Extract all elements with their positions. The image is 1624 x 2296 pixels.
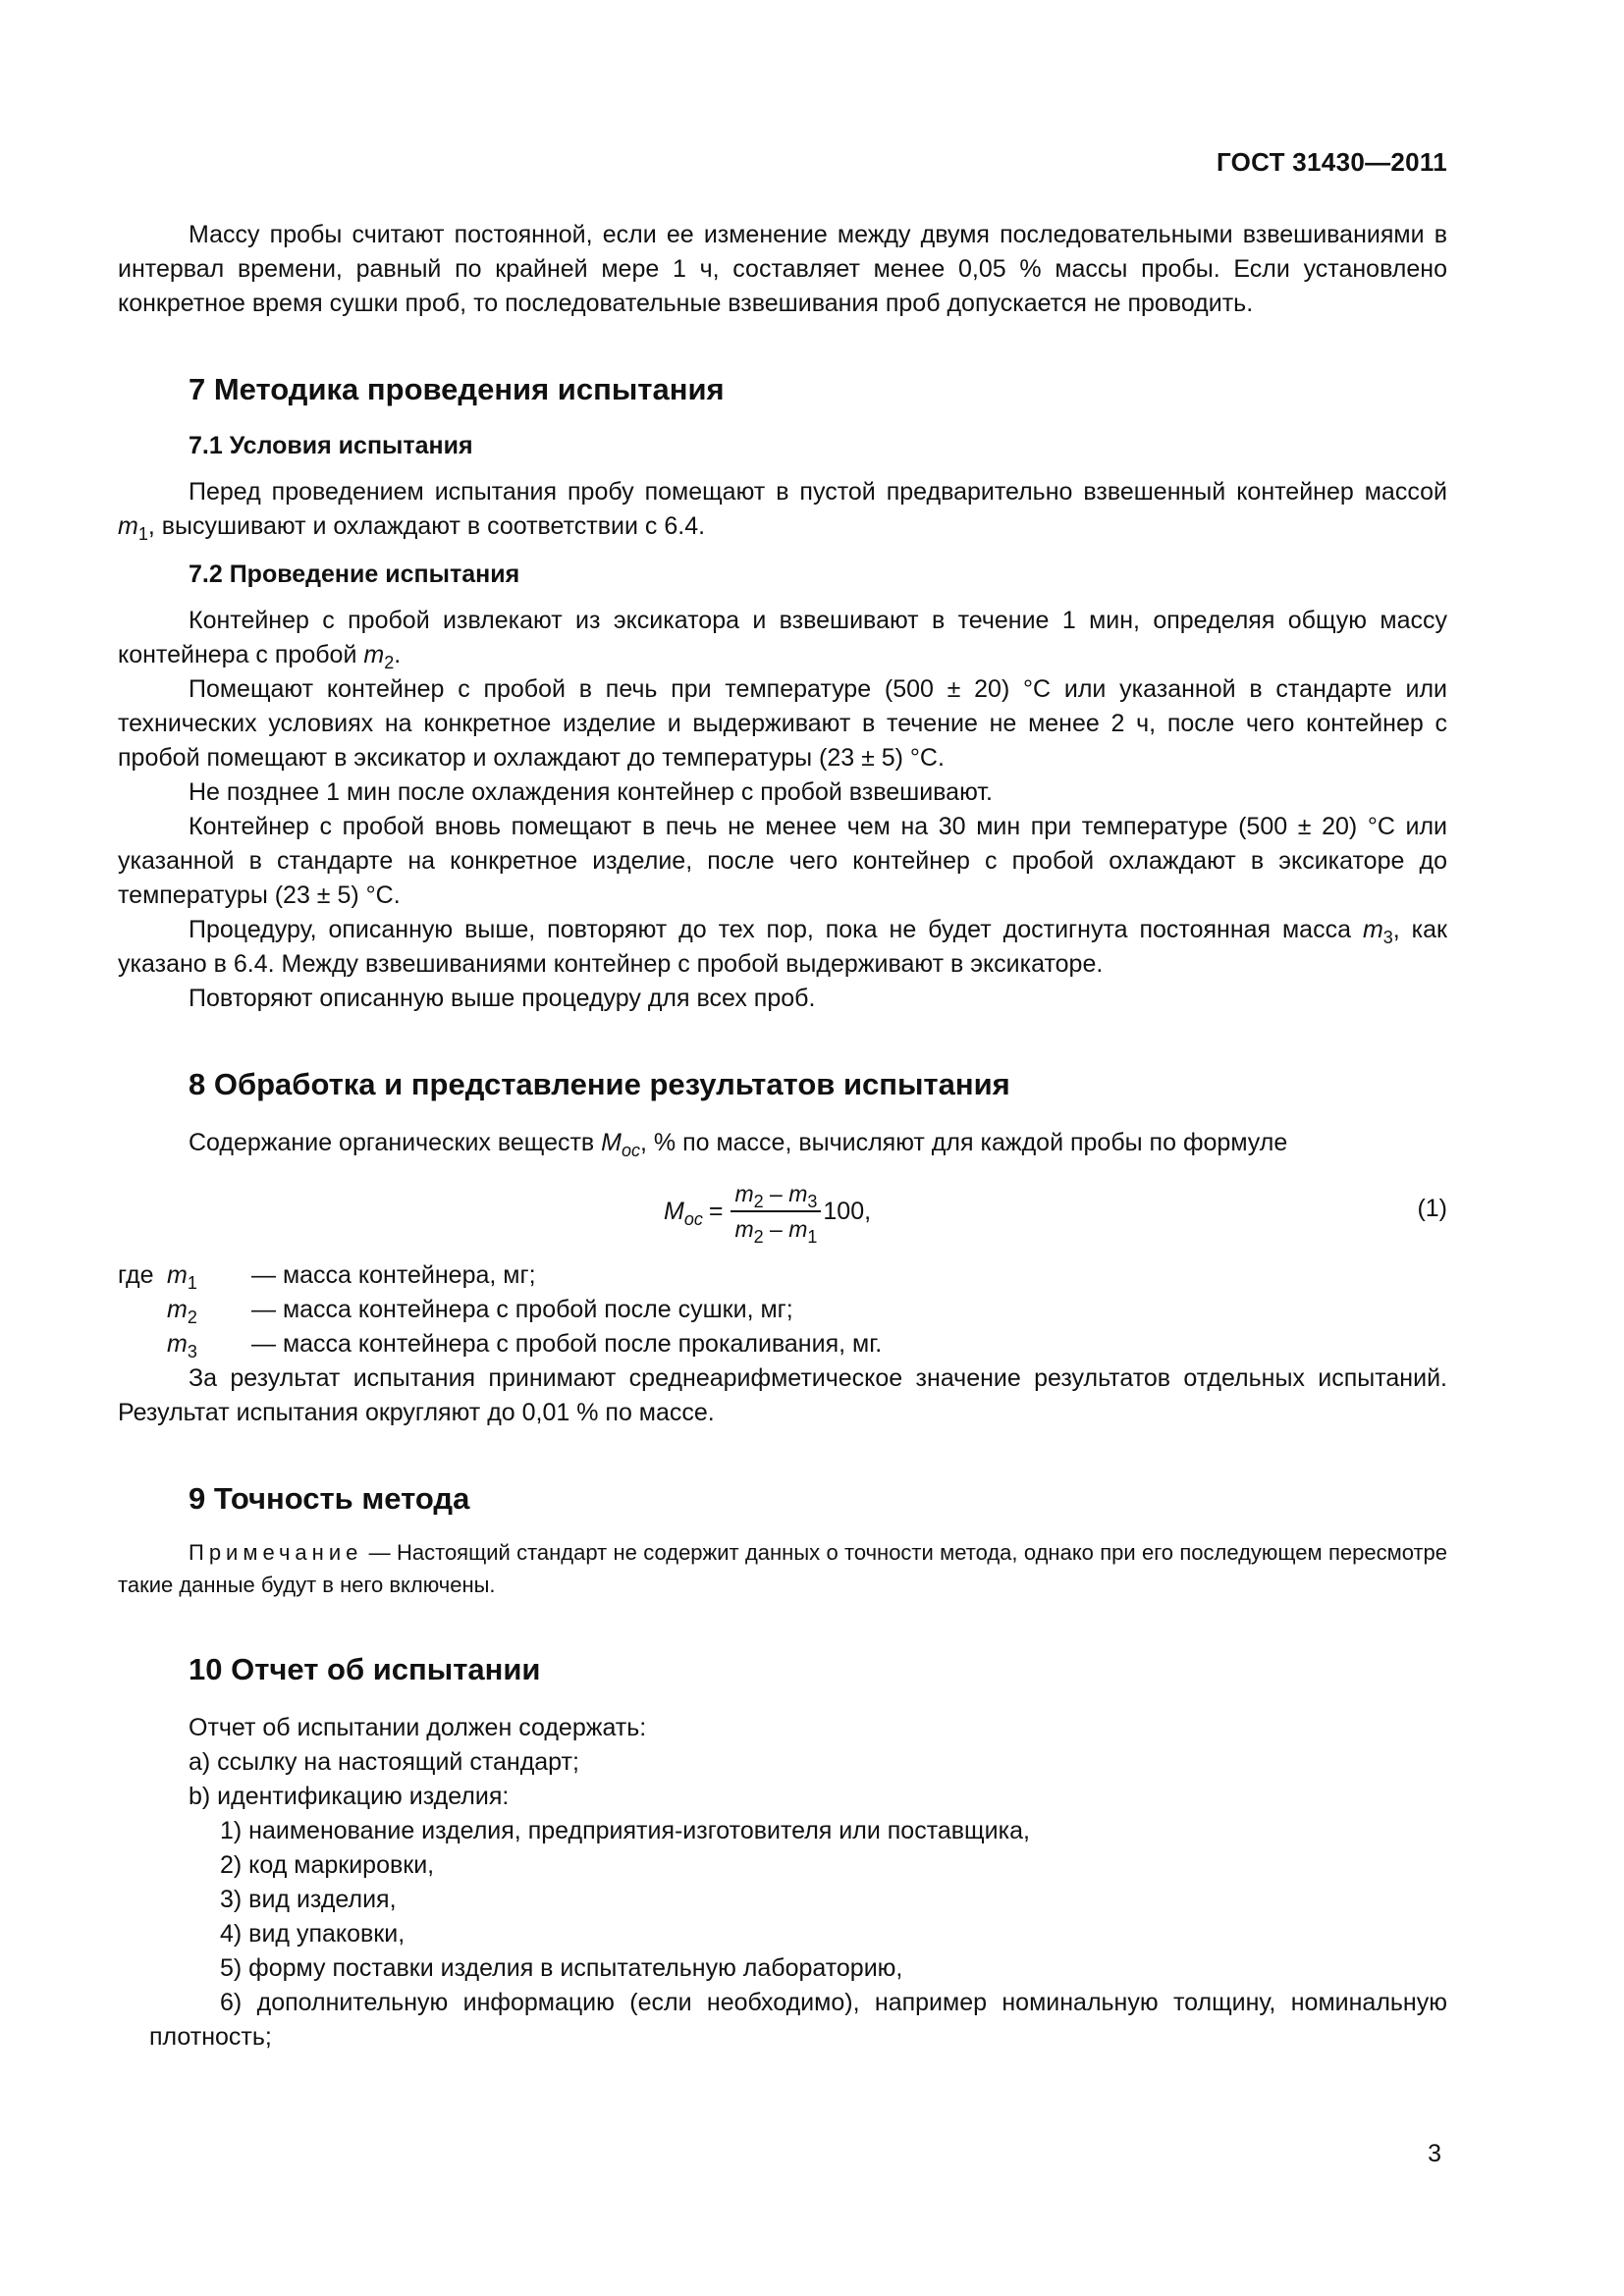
- variable-row: $m_2$ — масса контейнера с пробой после сушки, мг;: [167, 1296, 793, 1327]
- paragraph-7-2-6: Повторяют описанную выше процедуру для всех проб.: [189, 985, 816, 1012]
- list-subitem: 2) код маркировки,: [220, 1851, 435, 1879]
- paragraph-8-1: Содержание органических веществ $M_{ос}$, % по массе, вычисляют для каждой пробы по формуле: [189, 1129, 1288, 1160]
- page-content: [118, 218, 1447, 2055]
- section-8-heading: 8 Обработка и представление результатов испытания: [189, 1067, 1010, 1101]
- paragraph-7-2-1: Контейнер с пробой извлекают из эксикатора и взвешивают в течение 1 мин, определяя общую массу контейнера с пробой $m_2$.: [118, 607, 1447, 672]
- paragraph-8-2: За результат испытания принимают среднеарифметическое значение результатов отдельных испытаний. Результат испытания округляют до 0,01 % по массе.: [118, 1364, 1447, 1426]
- paragraph-7-2-2: Помещают контейнер с пробой в печь при температуре (500 ± 20) °С или указанной в стандарте или технических условиях на конкретное изделие и выдерживают в течение не менее 2 ч, после чего контейнер с пробой помещают в эксикатор и охлаждают до температуры (23 ± 5) °С.: [118, 675, 1447, 772]
- section-7-heading: 7 Методика проведения испытания: [189, 372, 725, 406]
- paragraph-7-2-5: Процедуру, описанную выше, повторяют до тех пор, пока не будет достигнута постоянная масса $m_3$, как указано в 6.4. Между взвешиваниями контейнер с пробой выдерживают в эксикаторе.: [118, 916, 1447, 978]
- list-subitem: 4) вид упаковки,: [220, 1920, 406, 1948]
- list-subitem: 3) вид изделия,: [220, 1886, 397, 1913]
- variable-row: $m_3$ — масса контейнера с пробой после прокаливания, мг.: [167, 1330, 883, 1362]
- variable-legend: [118, 1258, 1447, 1362]
- list-item: b) идентификацию изделия:: [189, 1783, 510, 1810]
- formula-denominator: $m_2 - m_1$: [734, 1216, 818, 1247]
- paragraph-7-2-4: Контейнер с пробой вновь помещают в печь не менее чем на 30 мин при температуре (500 ± 20) °С или указанной в стандарте на конкретное изделие, после чего контейнер с пробой охлаждают в эксикаторе до температуры (23 ± 5) °С.: [118, 813, 1447, 909]
- formula-numerator: $m_2 - m_3$: [731, 1177, 821, 1212]
- formula-lhs: $M_{ос}$: [664, 1197, 703, 1229]
- note-label: Примечание: [189, 1540, 363, 1565]
- paragraph-7-1: Перед проведением испытания пробу помещают в пустой предварительно взвешенный контейнер массой $m_1$, высушивают и охлаждают в соответствии с 6.4.: [118, 478, 1447, 544]
- list-subitem: 5) форму поставки изделия в испытательную лабораторию,: [220, 1954, 903, 1982]
- formula-row: [118, 1166, 1447, 1256]
- section-9-heading: 9 Точность метода: [189, 1481, 470, 1516]
- page-number: 3: [1428, 2140, 1441, 2167]
- formula-factor: 100,: [823, 1197, 872, 1225]
- formula-equals: =: [708, 1197, 724, 1225]
- section-10-heading: 10 Отчет об испытании: [189, 1652, 541, 1686]
- document-code: ГОСТ 31430—2011: [1216, 147, 1447, 177]
- list-item: a) ссылку на настоящий стандарт;: [189, 1748, 579, 1776]
- report-intro: Отчет об испытании должен содержать:: [189, 1714, 647, 1741]
- subsection-7-1-heading: 7.1 Условия испытания: [189, 432, 473, 459]
- where-label: где: [118, 1261, 154, 1289]
- note-paragraph: Примечание — Настоящий стандарт не содержит данных о точности метода, однако при его последующем пересмотре такие данные будут в него включены.: [118, 1540, 1447, 1597]
- intro-paragraph: Массу пробы считают постоянной, если ее изменение между двумя последовательными взвешиваниями в интервал времени, равный по крайней мере 1 ч, составляет менее 0,05 % массы пробы. Если установлено конкретное время сушки проб, то последовательные взвешивания проб допускается не проводить.: [118, 221, 1447, 317]
- formula-fraction: [731, 1177, 821, 1246]
- list-subitem: 1) наименование изделия, предприятия-изготовителя или поставщика,: [220, 1817, 1030, 1844]
- paragraph-7-2-3: Не позднее 1 мин после охлаждения контейнер с пробой взвешивают.: [189, 778, 993, 806]
- list-subitem: 6) дополнительную информацию (если необходимо), например номинальную толщину, номинальную плотность;: [149, 1989, 1447, 2051]
- subsection-7-2-heading: 7.2 Проведение испытания: [189, 561, 520, 588]
- formula: [664, 1172, 871, 1251]
- variable-row: где $m_1$ — масса контейнера, мг;: [118, 1258, 1447, 1293]
- equation-number: (1): [1417, 1195, 1447, 1222]
